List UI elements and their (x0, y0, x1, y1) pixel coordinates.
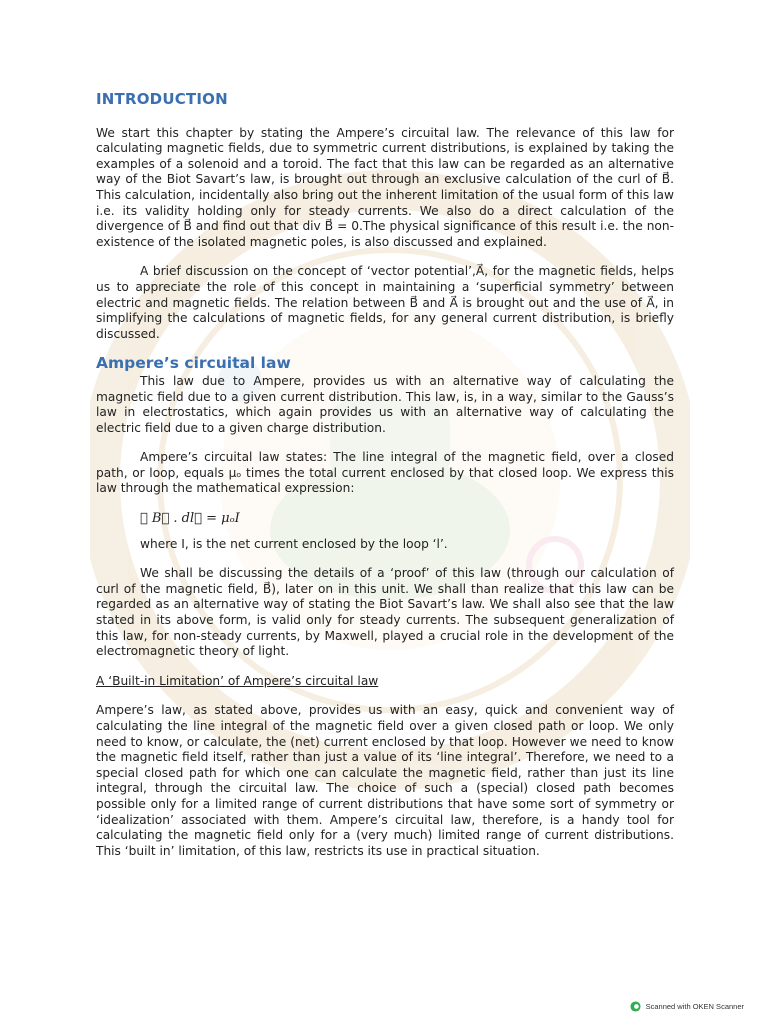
ampere-paragraph-3: We shall be discussing the details of a ‘proof’ of this law (through our calculation of curl of the magnetic field, B⃗), later on in this unit. We shall than realize that this law can be regarded as an alternative way of stating the Biot Savart’s law. We shall also see that the law stated in its above form, is valid only for steady currents. The subsequent generalization of this law, for non-steady currents, by Maxwell, played a crucial role in the development of the electromagnetic theory of light. (96, 566, 674, 659)
scanner-footer (630, 1001, 744, 1012)
ampere-formula: ∮ B⃗ . dl⃗ = μₒI (140, 511, 240, 527)
formula-explanation: where I, is the net current enclosed by the loop ‘l’. (140, 536, 448, 551)
ampere-paragraph-1: This law due to Ampere, provides us with an alternative way of calculating the magnetic field due to a given current distribution. This law, is, in a way, similar to the Gauss’s law in electrostatics, which again provides us with an alternative way of calculating the electric field due to a given charge distribution. (96, 373, 674, 435)
intro-paragraph-1: We start this chapter by stating the Ampere’s circuital law. The relevance of this law for calculating magnetic fields, due to symmetric current distributions, is explained by taking the examples of a solenoid and a toroid. The fact that this law can be regarded as an alternative way of the Biot Savart’s law, is brought out through an exclusive calculation of the curl of B⃗. This calculation, incidentally also bring out the inherent limitation of the usual form of this law i.e. its validity holding only for steady currents. We also do a direct calculation of the divergence of B⃗ and find out that div B⃗ = 0.The physical significance of this result i.e. the non-existence of the isolated magnetic poles, is also discussed and explained. (96, 125, 674, 249)
limitation-paragraph: Ampere’s law, as stated above, provides us with an easy, quick and convenient way of calculating the line integral of the magnetic field over a given closed path or loop. We only need to know, or calculate, the (net) current enclosed by that loop. However we need to know the magnetic field itself, rather than just a value of its ‘line integral’. Therefore, we need to a special closed path for which one can calculate the magnetic field, rather than just its line integral, through the circuital law. The choice of such a (special) closed path becomes possible only for a limited range of current distributions that have some sort of symmetry or ‘idealization’ associated with them. Ampere’s circuital law, therefore, is a handy tool for calculating the magnetic field only for a (very much) limited range of current distributions. This ‘built in’ limitation, of this law, restricts its use in practical situation. (96, 703, 674, 858)
scanner-footer-text: Scanned with OKEN Scanner (645, 1002, 744, 1011)
scanner-logo-icon (630, 1001, 641, 1012)
introduction-heading: INTRODUCTION (96, 90, 228, 108)
limitation-subheading: A ‘Built-in Limitation’ of Ampere’s circuital law (96, 673, 379, 688)
page-content (96, 86, 674, 873)
ampere-paragraph-2: Ampere’s circuital law states: The line integral of the magnetic field, over a closed path, or loop, equals μₒ times the total current enclosed by that closed loop. We express this law through the mathematical expression: (96, 450, 674, 496)
ampere-law-heading: Ampere’s circuital law (96, 354, 291, 373)
intro-paragraph-2: A brief discussion on the concept of ‘vector potential’,A⃗, for the magnetic fields, helps us to appreciate the role of this concept in maintaining a ‘superficial symmetry’ between electric and magnetic fields. The relation between B⃗ and A⃗ is brought out and the use of A⃗, in simplifying the calculations of magnetic fields, for any general current distribution, is briefly discussed. (96, 264, 674, 341)
